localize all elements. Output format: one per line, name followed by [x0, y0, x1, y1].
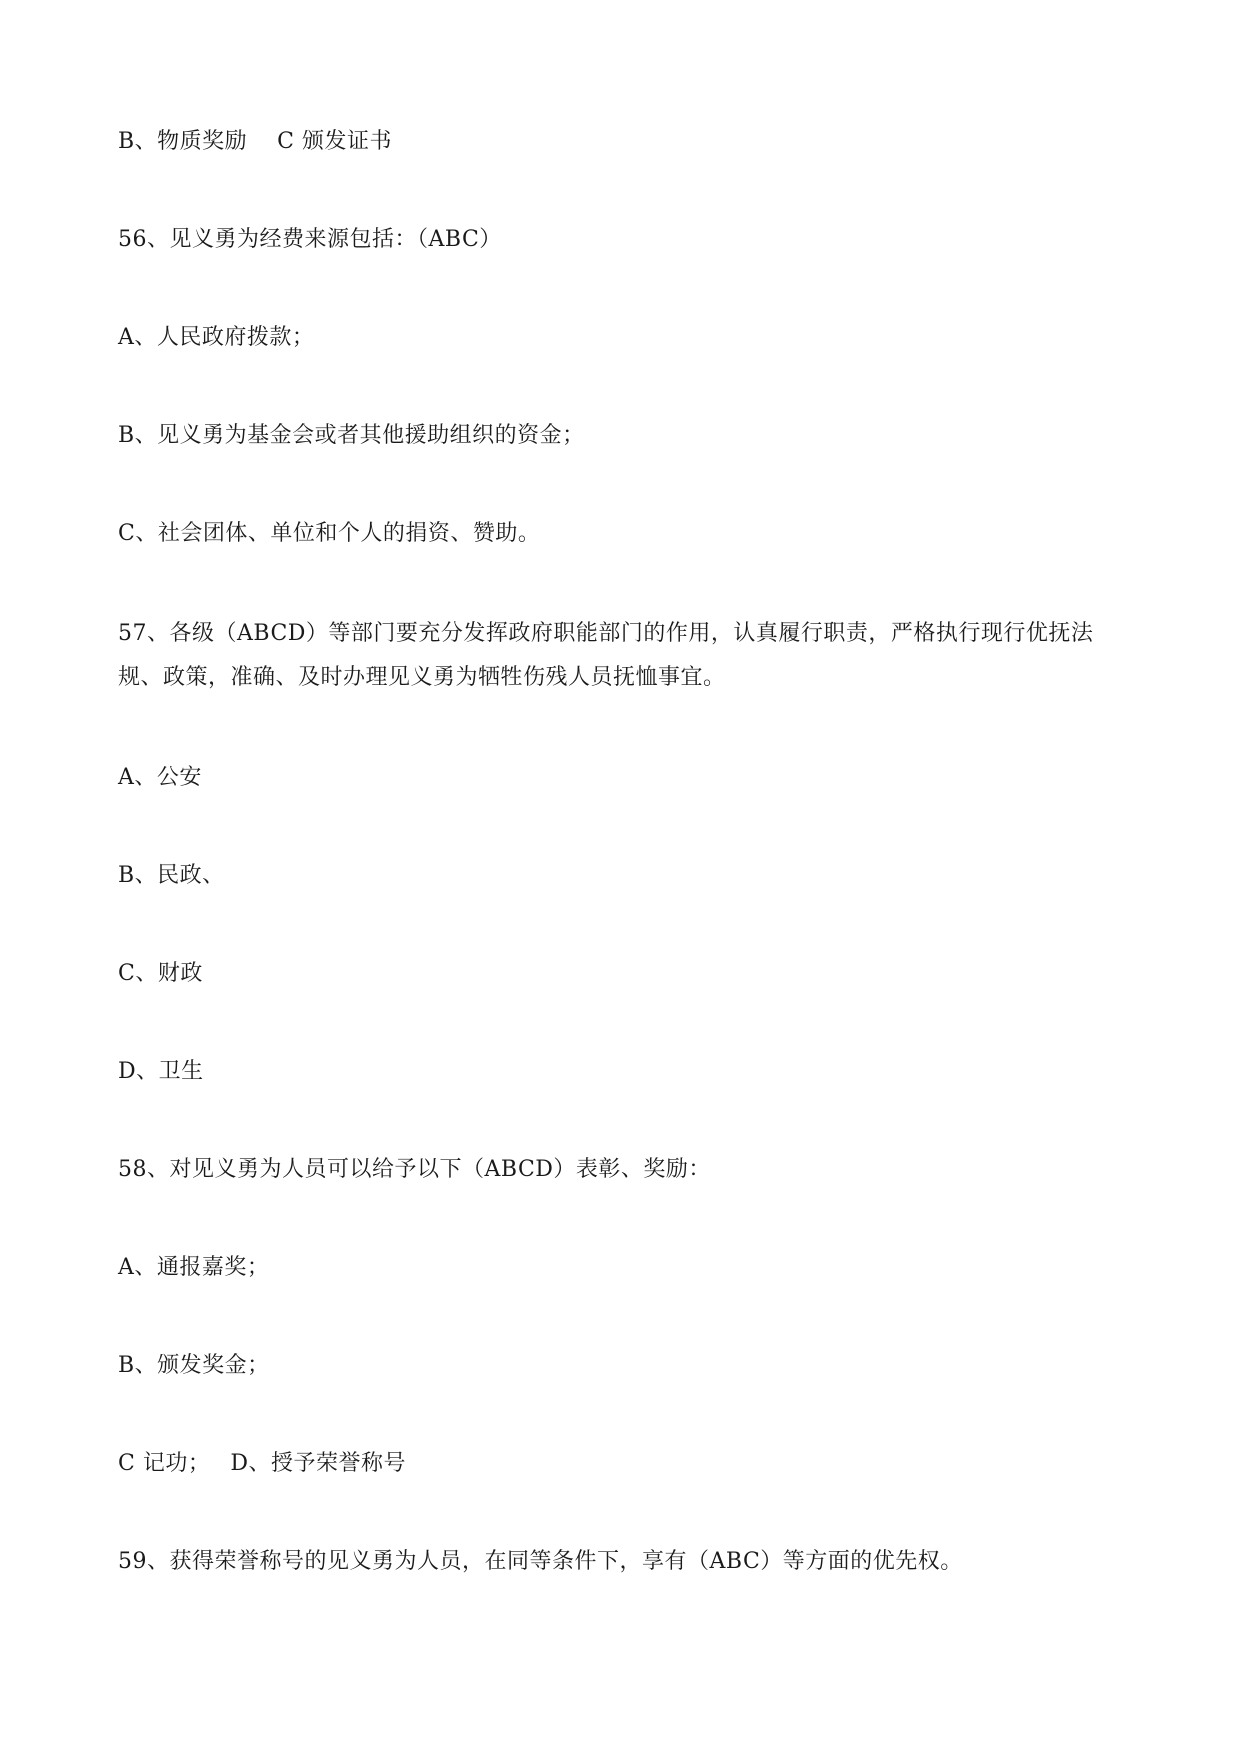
- question-57-option-c: C、财政: [118, 961, 203, 986]
- question-56-option-a: A、人民政府拨款；: [118, 325, 315, 350]
- question-56-option-b: B、见义勇为基金会或者其他援助组织的资金；: [118, 423, 585, 448]
- question-58-option-a: A、通报嘉奖；: [118, 1255, 270, 1280]
- question-58: 58、对见义勇为人员可以给予以下（ABCD）表彰、奖励：: [118, 1157, 711, 1182]
- question-58-option-c: C 记功；: [118, 1451, 211, 1476]
- option-line-b-c: [118, 124, 392, 160]
- question-56-option-c: C、社会团体、单位和个人的捐资、赞助。: [118, 521, 541, 546]
- question-57: 57、各级（ABCD）等部门要充分发挥政府职能部门的作用，认真履行职责，严格执行现行优抚法规、政策，准确、及时办理见义勇为牺牲伤残人员抚恤事宜。: [118, 621, 1094, 690]
- question-56: 56、见义勇为经费来源包括：（ABC）: [118, 227, 502, 252]
- question-58-options-c-d: [118, 1446, 406, 1482]
- option-c-text: C 颁发证书: [277, 129, 392, 154]
- question-57-option-d: D、卫生: [118, 1059, 204, 1084]
- option-b-text: B、物质奖励: [118, 129, 248, 154]
- question-58-option-b: B、颁发奖金；: [118, 1353, 270, 1378]
- question-59: 59、获得荣誉称号的见义勇为人员，在同等条件下，享有（ABC）等方面的优先权。: [118, 1549, 963, 1574]
- question-58-option-d: D、授予荣誉称号: [230, 1451, 406, 1476]
- question-57-option-a: A、公安: [118, 765, 202, 790]
- question-57-option-b: B、民政、: [118, 863, 225, 888]
